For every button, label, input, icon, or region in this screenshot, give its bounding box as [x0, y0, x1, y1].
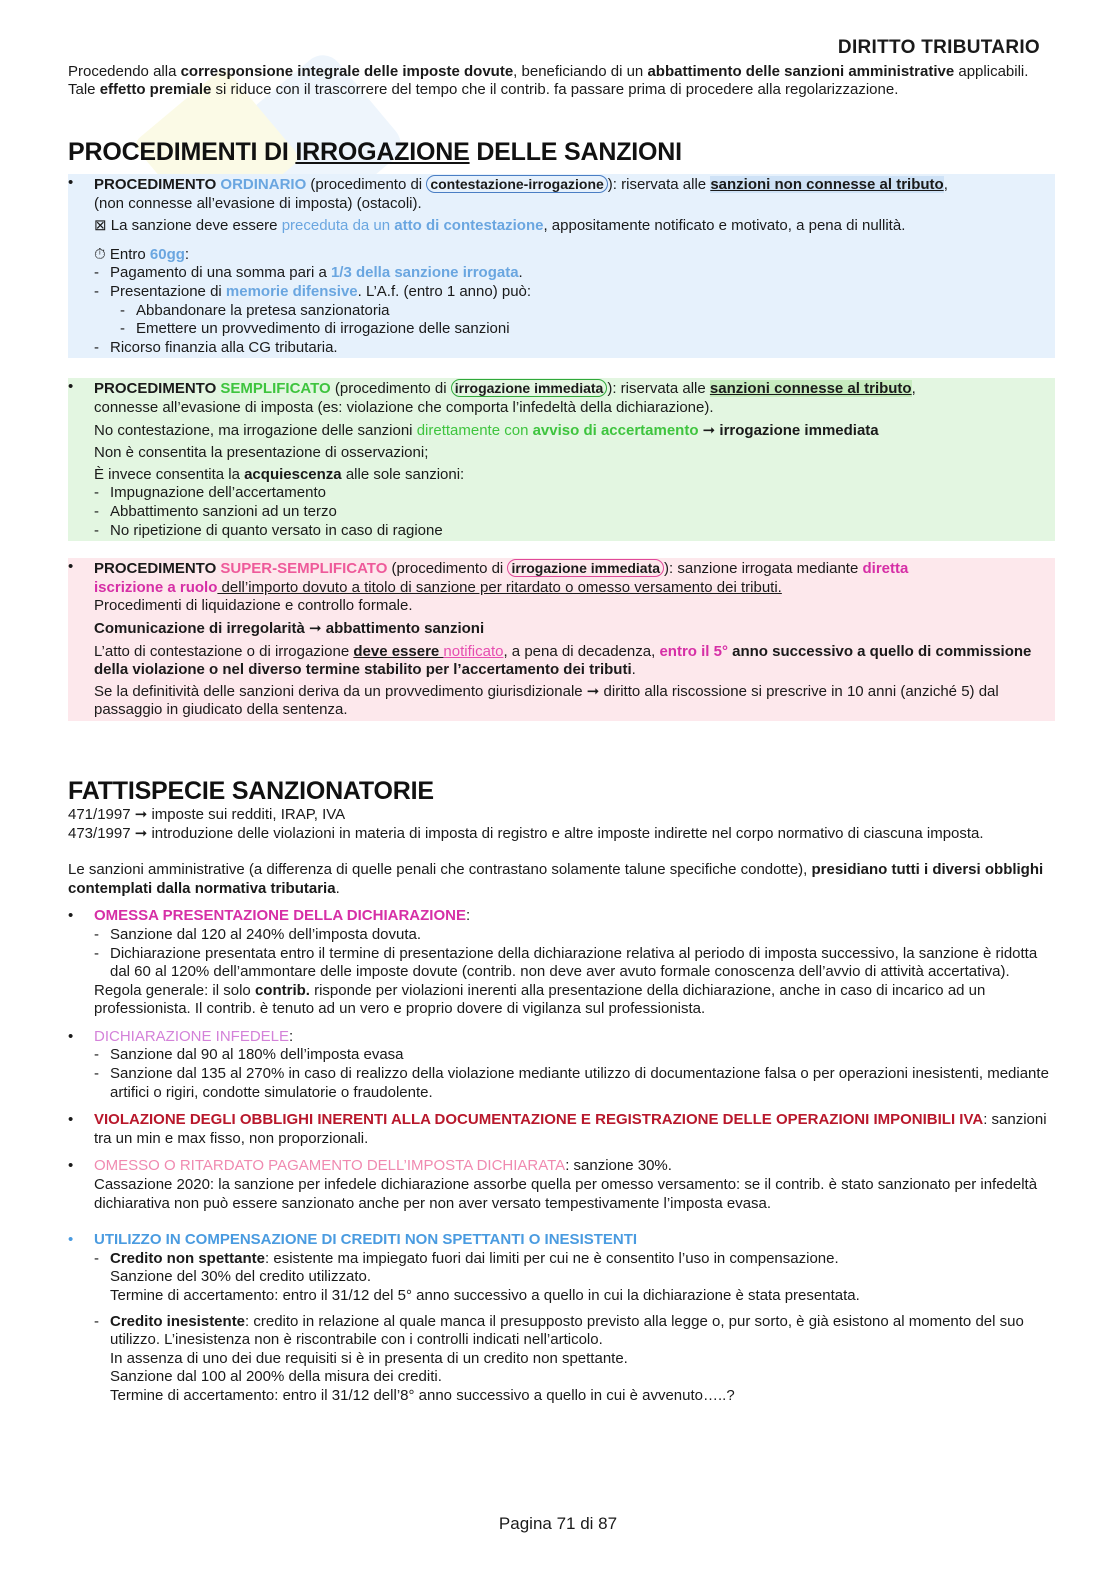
ordinario-line-3: ⊠ La sanzione deve essere preceduta da un atto di contestazione, appositamente notificato e motivato, a pena di nullità.: [94, 217, 906, 235]
ordinario-dash-3: - Ricorso finanzia alla CG tributaria.: [94, 338, 338, 356]
procedimento-semplificato-box: [68, 378, 1055, 541]
non-spettante-sanzione: Sanzione del 30% del credito utilizzato.: [110, 1268, 371, 1286]
procedimento-ordinario-box: [68, 174, 1055, 358]
supersemplificato-line-4: Comunicazione di irregolarità ➞ abbattimento sanzioni: [94, 619, 485, 637]
item-violazione-obblighi: • VIOLAZIONE DEGLI OBBLIGHI INERENTI ALLA DOCUMENTAZIONE E REGISTRAZIONE DELLE OPERAZIONI IMPONIBILI IVA: sanzioni tra un min e max fisso, non proporzionali.: [68, 1111, 1047, 1147]
section2-paragraph: Le sanzioni amministrative (a differenza di quelle penali che contrastano solamente talune specifiche condotte), presidiano tutti i diversi obblighi contemplati dalla normativa tributaria.: [68, 861, 1044, 897]
omessa-rule: Regola generale: il solo contrib. risponde per violazioni inerenti alla presentazione della dichiarazione, anche in caso di incarico ad un professionista. Il contrib. è tenuto ad un vero e proprio dovere di vigilanza sul professionista.: [94, 981, 986, 1018]
page-number: Pagina 71 di 87: [498, 1514, 618, 1533]
ordinario-dash-2: - Presentazione di memorie difensive. L’A.f. (entro 1 anno) può:: [94, 283, 532, 301]
supersemplificato-line-3: Procedimenti di liquidazione e controllo formale.: [94, 597, 413, 615]
page-content: [68, 63, 1055, 1406]
item-utilizzo-compensazione: • UTILIZZO IN COMPENSAZIONE DI CREDITI NON SPETTANTI O INESISTENTI: [68, 1231, 638, 1249]
ordinario-subdash-2: - Emettere un provvedimento di irrogazione delle sanzioni: [120, 320, 510, 338]
semplificato-dash-1: - Impugnazione dell’accertamento: [94, 484, 326, 502]
inesistente-sanzione: Sanzione dal 100 al 200% della misura dei crediti.: [110, 1368, 442, 1386]
semplificato-dash-2: - Abbattimento sanzioni ad un terzo: [94, 503, 337, 520]
semplificato-line-3: No contestazione, ma irrogazione delle sanzioni direttamente con avviso di accertamento ➞ irrogazione immediata: [94, 421, 879, 439]
section-title-irrogazione: PROCEDIMENTI DI IRROGAZIONE DELLE SANZIONI: [68, 138, 682, 167]
semplificato-line-2: connesse all’evasione di imposta (es: violazione che comporta l’infedeltà della dichiarazione).: [94, 399, 714, 417]
intro-paragraph-1: Procedendo alla corresponsione integrale delle imposte dovute, beneficiando di un abbattimento delle sanzioni amministrative applicabili.: [68, 63, 1029, 80]
ordinario-entro: ⏱ Entro 60gg:: [94, 245, 190, 263]
ordinario-heading: • PROCEDIMENTO ORDINARIO (procedimento di contestazione-irrogazione ): riservata alle sanzioni non connesse al tributo,: [68, 174, 948, 194]
header-title: DIRITTO TRIBUTARIO: [837, 37, 1040, 58]
inesistente-line-2: In assenza di uno dei due requisiti si è in presenta di un credito non spettante.: [110, 1349, 628, 1367]
omessa-dash-2: - Dichiarazione presentata entro il termine di presentazione della dichiarazione relativa al periodo di imposta successivo, la sanzione è ridotta dal 60 al 120% dell’ammontare delle imposte dovute (contrib. non deve aver avuto formale conoscenza dell’avvio di attività accertativa).: [94, 944, 1038, 981]
semplificato-heading: • PROCEDIMENTO SEMPLIFICATO (procedimento di irrogazione immediata ): riservata alle sanzioni connesse al tributo,: [68, 378, 916, 398]
supersemplificato-line-5: L’atto di contestazione o di irrogazione deve essere notificato, a pena di decadenza, entro il 5° anno successivo a quello di commissione della violazione o nel diverso termine stabilito per l’accertamento dei tributi.: [94, 642, 1032, 679]
omessa-dash-1: - Sanzione dal 120 al 240% dell’imposta dovuta.: [94, 925, 422, 943]
ordinario-subdash-1: - Abbandonare la pretesa sanzionatoria: [120, 301, 390, 319]
credito-non-spettante: - Credito non spettante: esistente ma impiegato fuori dai limiti per cui ne è consentito l’uso in compensazione.: [94, 1249, 839, 1267]
item-omesso-pagamento: • OMESSO O RITARDATO PAGAMENTO DELL’IMPOSTA DICHIARATA: sanzione 30%.: [68, 1157, 672, 1175]
supersemplificato-heading: • PROCEDIMENTO SUPER-SEMPLIFICATO (procedimento di irrogazione immediata ): sanzione irrogata mediante diretta iscrizione a ruolo dell’importo dovuto a titolo di sanzione per ritardato o omesso versamento dei tributi.: [68, 558, 909, 596]
pill-irrogazione-immediata: irrogazione immediata: [451, 379, 608, 397]
ordinario-dash-1: - Pagamento di una somma pari a 1/3 della sanzione irrogata.: [94, 264, 523, 282]
pill-irrogazione-immediata-2: irrogazione immediata: [507, 559, 664, 577]
pill-contestazione-irrogazione: contestazione-irrogazione: [426, 175, 607, 193]
law-471: 471/1997 ➞ imposte sui redditi, IRAP, IVA: [68, 805, 346, 823]
omesso-cassazione: Cassazione 2020: la sanzione per infedele dichiarazione assorbe quella per omesso versamento: se il contrib. è stato sanzionato per infedeltà dichiarativa non può essere sanzionato anche per non aver versato tempestivamente l’imposta evasa.: [94, 1176, 1038, 1212]
item-omessa-presentazione: • OMESSA PRESENTAZIONE DELLA DICHIARAZIONE:: [68, 907, 471, 925]
infedele-dash-2: - Sanzione dal 135 al 270% in caso di realizzo della violazione mediante utilizzo di documentazione falsa o per operazioni inesistenti, mediante artifici o rigiri, condotte simulatorie o fraudolente.: [94, 1065, 1049, 1101]
inesistente-termine: Termine di accertamento: entro il 31/12 dell’8° anno successivo a quello in cui è avvenuto…..?: [110, 1386, 735, 1404]
ordinario-line-2: (non connesse all’evasione di imposta) (ostacoli).: [94, 194, 422, 212]
law-473: 473/1997 ➞ introduzione delle violazioni in materia di imposta di registro e altre imposte indirette nel corpo normativo di ciascuna imposta.: [68, 824, 984, 842]
supersemplificato-line-6: Se la definitività delle sanzioni deriva da un provvedimento giurisdizionale ➞ diritto alla riscossione si prescrive in 10 anni (anziché 5) dal passaggio in giudicato della sentenza.: [94, 682, 999, 719]
semplificato-line-5: È invece consentita la acquiescenza alle sole sanzioni:: [94, 465, 465, 483]
procedimento-super-semplificato-box: [68, 558, 1055, 721]
infedele-dash-1: - Sanzione dal 90 al 180% dell’imposta evasa: [94, 1046, 404, 1064]
intro-paragraph-2: Tale effetto premiale si riduce con il trascorrere del tempo che il contrib. fa passare prima di procedere alla regolarizzazione.: [68, 80, 899, 98]
non-spettante-termine: Termine di accertamento: entro il 31/12 del 5° anno successivo a quello in cui la dichiarazione è stata presentata.: [110, 1287, 860, 1304]
credito-inesistente: - Credito inesistente: credito in relazione al quale manca il presupposto previsto alla legge o, pur sorto, è già esistono al momento del suo utilizzo. L’inesistenza non è riscontrabile con i controlli indicati nell’articolo.: [94, 1312, 1024, 1349]
semplificato-dash-3: - No ripetizione di quanto versato in caso di ragione: [94, 521, 443, 539]
section-title-fattispecie: FATTISPECIE SANZIONATORIE: [68, 776, 434, 805]
item-dichiarazione-infedele: • DICHIARAZIONE INFEDELE:: [68, 1027, 294, 1045]
semplificato-line-4: Non è consentita la presentazione di osservazioni;: [94, 444, 429, 462]
